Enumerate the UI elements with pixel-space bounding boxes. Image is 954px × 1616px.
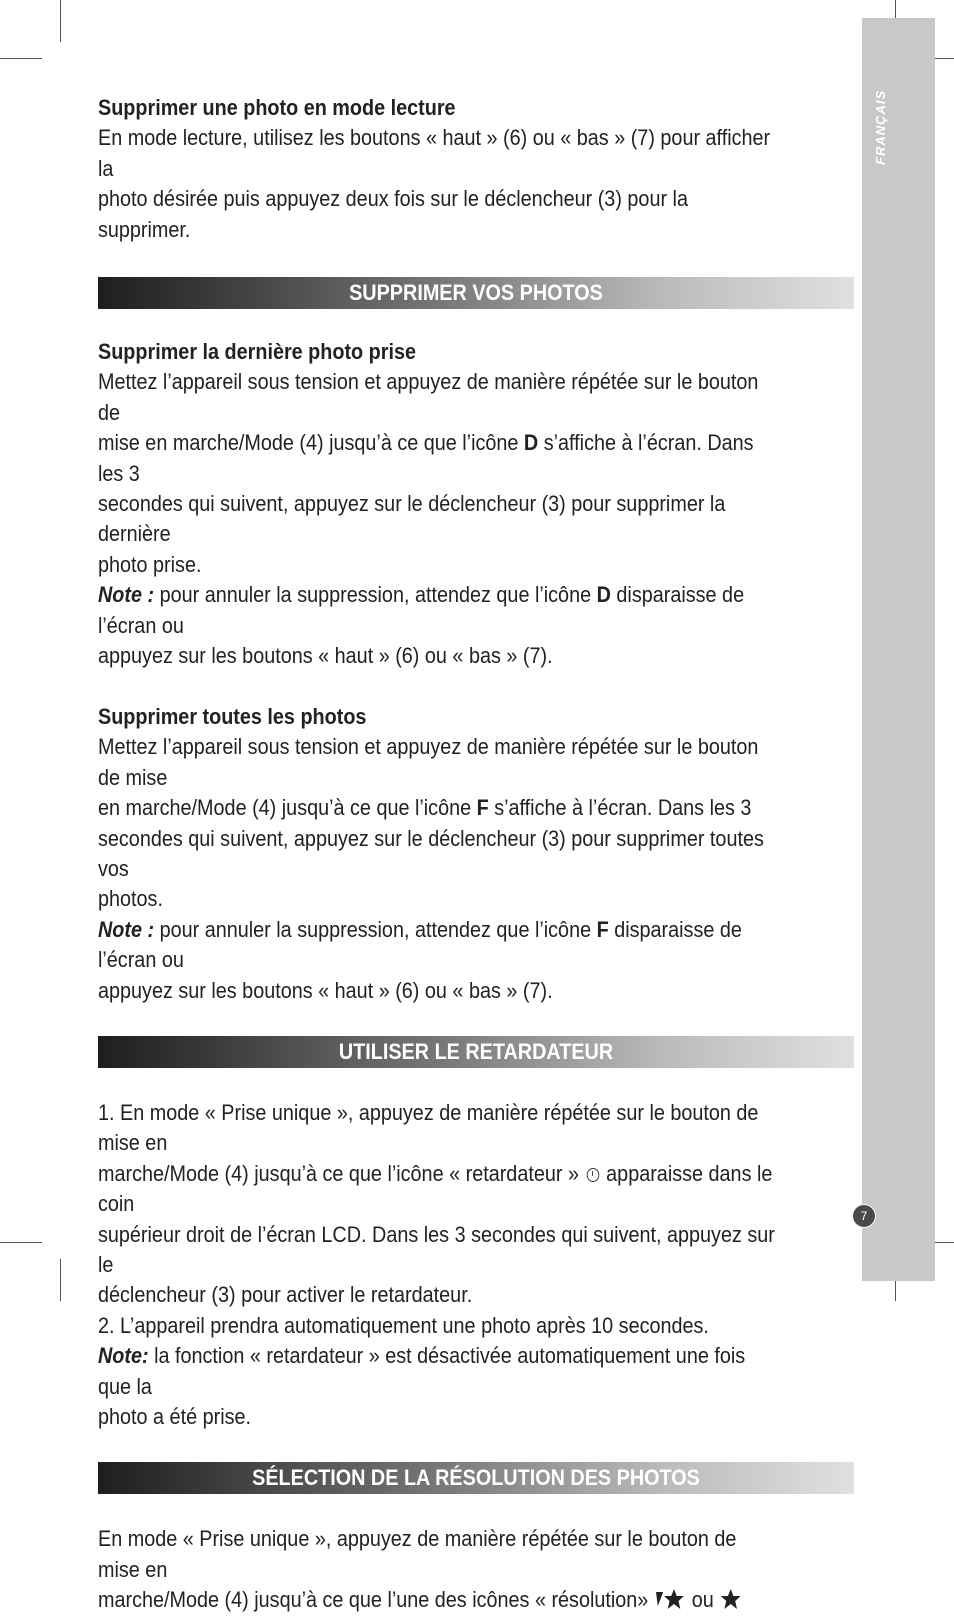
paragraph-line: En mode lecture, utilisez les boutons « haut » (6) ou « bas » (7) pour afficher la	[98, 125, 771, 181]
heading-delete-last: Supprimer la dernière photo prise	[98, 339, 416, 365]
page-content	[98, 93, 782, 1616]
note-line: appuyez sur les boutons « haut » (6) ou « bas » (7).	[98, 977, 553, 1003]
delete-all-icon-letter: F	[476, 795, 489, 821]
paragraph-line: Mettez l’appareil sous tension et appuyez de manière répétée sur le bouton de mise	[98, 734, 759, 790]
paragraph-line: Mettez l’appareil sous tension et appuyez de manière répétée sur le bouton de	[98, 369, 759, 425]
paragraph-line: déclencheur (3) pour activer le retardateur.	[98, 1282, 473, 1308]
paragraph-line: photo prise.	[98, 551, 202, 577]
paragraph-line: photo désirée puis appuyez deux fois sur le déclencheur (3) pour la supprimer.	[98, 186, 688, 242]
paragraph-line: marche/Mode (4) jusqu’à ce que l’une des icônes « résolution» ou	[98, 1585, 782, 1615]
crop-mark	[0, 58, 42, 59]
paragraph-line: marche/Mode (4) jusqu’à ce que l’icône « retardateur » apparaisse dans le coin	[98, 1160, 773, 1217]
paragraph-line: 1. En mode « Prise unique », appuyez de manière répétée sur le bouton de mise en	[98, 1099, 759, 1156]
note-label: Note :	[98, 916, 155, 942]
heading-delete-all: Supprimer toutes les photos	[98, 703, 367, 729]
note-line: appuyez sur les boutons « haut » (6) ou « bas » (7).	[98, 643, 553, 669]
note-line: Note : pour annuler la suppression, attendez que l’icône F disparaisse de l’écran ou	[98, 916, 742, 973]
paragraph-line: En mode « Prise unique », appuyez de manière répétée sur le bouton de mise en	[98, 1526, 737, 1582]
crop-mark	[0, 1242, 42, 1243]
high-resolution-star-icon	[654, 1588, 686, 1610]
delete-icon-letter: D	[523, 430, 539, 456]
crop-mark	[60, 1259, 61, 1301]
section-bar-delete: SUPPRIMER VOS PHOTOS	[98, 277, 854, 309]
paragraph-line: photos.	[98, 886, 163, 912]
crop-mark	[60, 0, 61, 42]
note-line: Note : pour annuler la suppression, attendez que l’icône D disparaisse de l’écran ou	[98, 582, 745, 638]
section-bar-timer: UTILISER LE RETARDATEUR	[98, 1036, 854, 1068]
star-icon	[719, 1588, 742, 1610]
paragraph-line: 2. L’appareil prendra automatiquement une photo après 10 secondes.	[98, 1312, 709, 1338]
paragraph-line: secondes qui suivent, appuyez sur le déclencheur (3) pour supprimer toutes vos	[98, 825, 764, 881]
language-side-tab	[862, 18, 935, 1281]
note-label: Note :	[98, 582, 155, 608]
language-label: FRANÇAIS	[873, 89, 888, 165]
paragraph-line: supérieur droit de l’écran LCD. Dans les 3 secondes qui suivent, appuyez sur le	[98, 1221, 775, 1277]
section-bar-resolution: SÉLECTION DE LA RÉSOLUTION DES PHOTOS	[98, 1462, 854, 1494]
heading-delete-playback: Supprimer une photo en mode lecture	[98, 95, 456, 120]
page-number: 7	[852, 1204, 876, 1228]
note-line: photo a été prise.	[98, 1404, 252, 1430]
paragraph-line: secondes qui suivent, appuyez sur le déclencheur (3) pour supprimer la dernière	[98, 491, 726, 547]
note-line: Note: la fonction « retardateur » est désactivée automatiquement une fois que la	[98, 1343, 746, 1399]
timer-icon	[586, 1168, 599, 1182]
note-label: Note:	[98, 1343, 149, 1369]
paragraph-line: en marche/Mode (4) jusqu’à ce que l’icône F s’affiche à l’écran. Dans les 3	[98, 795, 752, 821]
paragraph-line: mise en marche/Mode (4) jusqu’à ce que l’icône D s’affiche à l’écran. Dans les 3	[98, 430, 754, 486]
